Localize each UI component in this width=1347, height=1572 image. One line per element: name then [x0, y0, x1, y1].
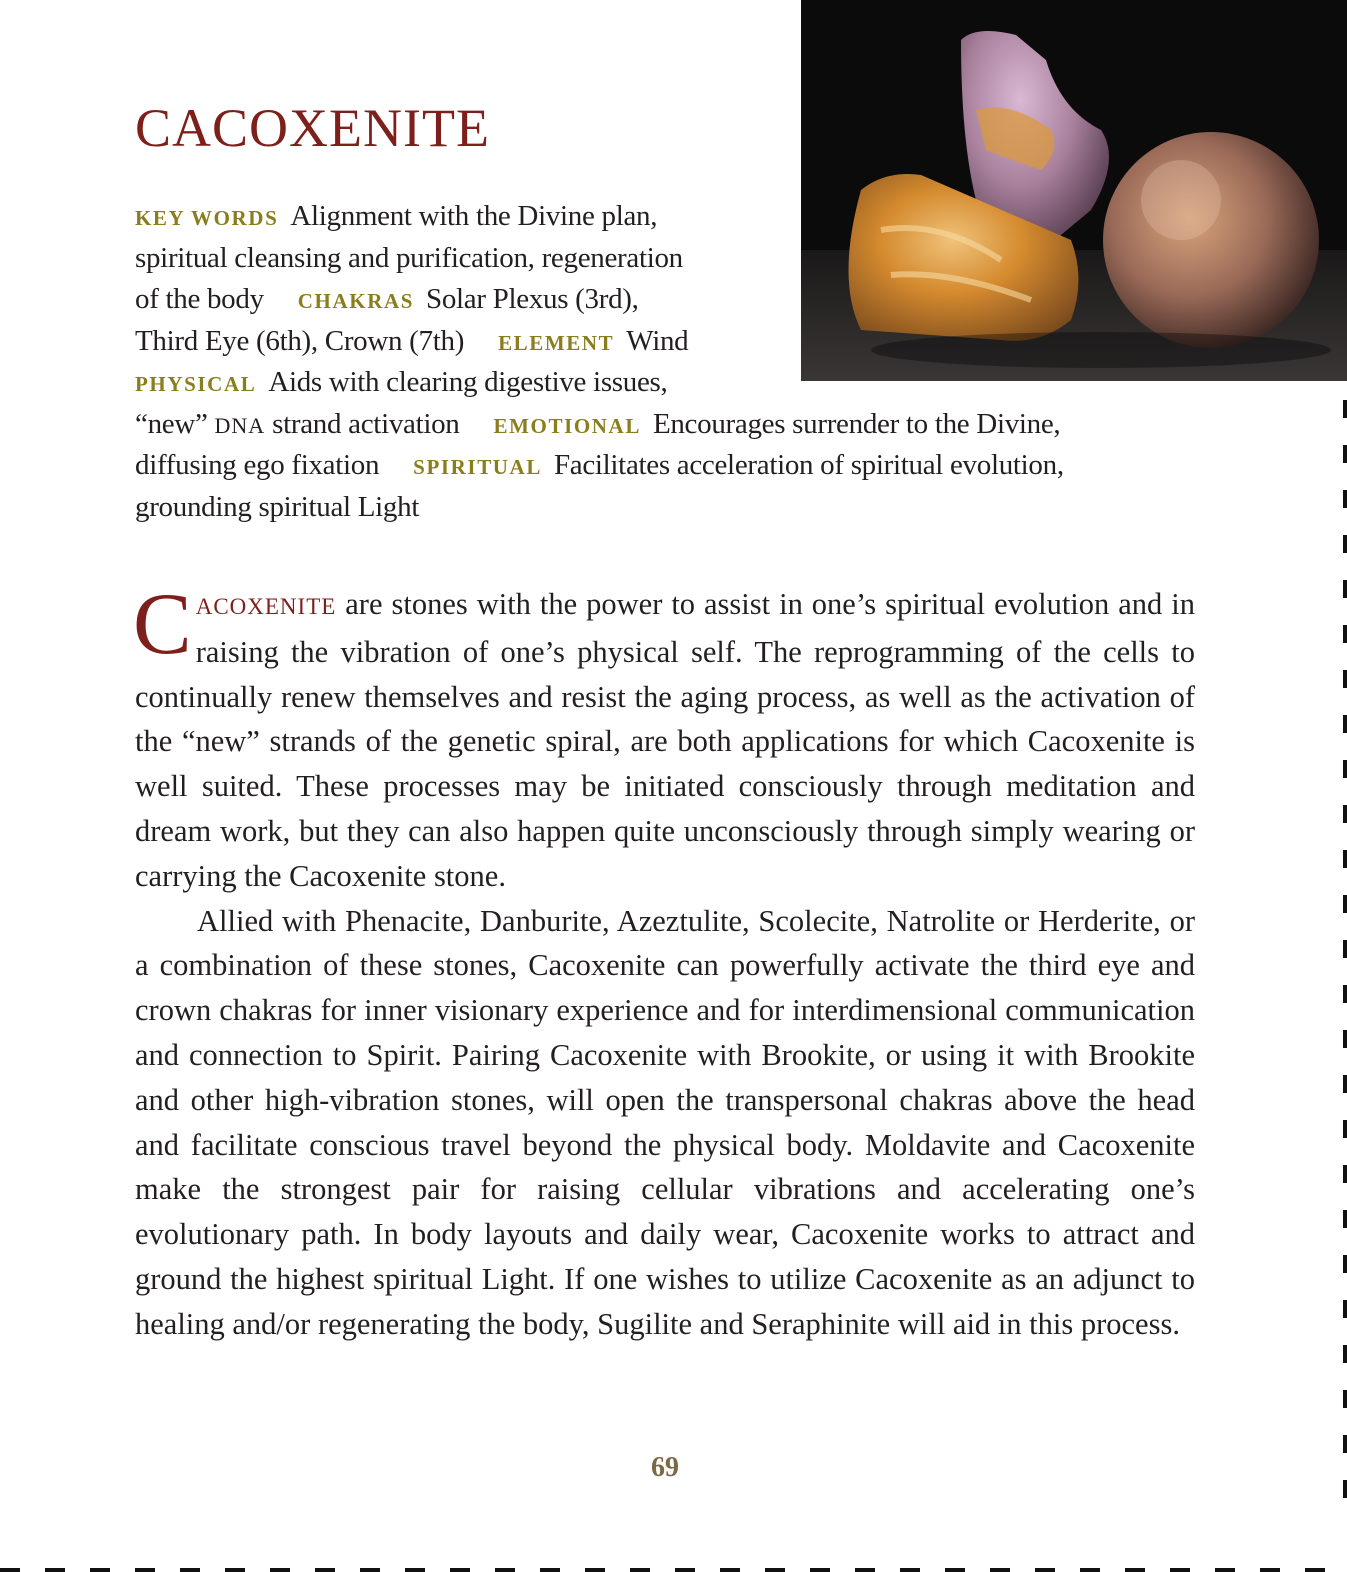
edge-tick — [990, 1568, 1010, 1572]
paragraph-1 — [133, 576, 1195, 899]
keywords-text-1: Alignment with the Divine plan, — [290, 200, 658, 232]
spiritual-text-1: Facilitates acceleration of spiritual evolution, — [553, 449, 1064, 481]
stone-attributes — [135, 196, 1235, 528]
edge-tick — [1215, 1568, 1235, 1572]
edge-tick — [1343, 1300, 1347, 1318]
edge-tick — [1343, 400, 1347, 418]
attr-line-4 — [135, 321, 1235, 363]
chakras-text-2: Third Eye (6th), Crown (7th) — [135, 324, 465, 357]
edge-tick — [810, 1568, 830, 1572]
physical-text-1: Aids with clearing digestive issues, — [268, 366, 668, 398]
chakras-label: CHAKRAS — [297, 289, 415, 313]
edge-tick — [1343, 1435, 1347, 1453]
drop-cap: C — [133, 576, 192, 673]
element-label: ELEMENT — [498, 330, 615, 355]
emotional-text-2: diffusing ego fixation — [135, 449, 380, 481]
element-value: Wind — [626, 324, 689, 357]
edge-tick — [1343, 850, 1347, 868]
edge-tick — [675, 1568, 695, 1572]
edge-tick — [1343, 1255, 1347, 1273]
attr-line-3 — [135, 279, 1235, 321]
edge-tick — [315, 1568, 335, 1572]
attr-line-7 — [135, 445, 1235, 487]
physical-text-2a: “new” — [135, 407, 208, 440]
edge-tick — [135, 1568, 155, 1572]
attr-line-6 — [135, 404, 1235, 446]
edge-tick — [1343, 1120, 1347, 1138]
edge-tick — [1343, 670, 1347, 688]
edge-tick — [1343, 1210, 1347, 1228]
paragraph-1-text: are stones with the power to assist in one’s spiritual evolution and in raising the vibration of one’s physical self. The reprogramming of the cells to continually renew themselves and resist the aging process, as well as the activation of the “new” strands of the genetic spiral, are both applications for which Cacoxenite is well suited. These processes may be initiated consciously through meditation and dream work, but they can also happen quite unconsciously through simply wearing or carrying the Cacoxenite stone. — [135, 587, 1195, 893]
edge-tick — [180, 1568, 200, 1572]
attr-line-8 — [135, 487, 1235, 529]
edge-tick — [1343, 445, 1347, 463]
edge-tick — [270, 1568, 290, 1572]
edge-tick — [1343, 1075, 1347, 1093]
edge-tick — [1343, 1390, 1347, 1408]
physical-text-2c: strand activation — [272, 407, 460, 440]
edge-tick — [1343, 1480, 1347, 1498]
edge-tick — [540, 1568, 560, 1572]
page-edge-marks-bottom — [0, 1564, 1347, 1572]
keywords-text-3: of the body — [135, 283, 264, 315]
edge-tick — [720, 1568, 740, 1572]
edge-tick — [1343, 760, 1347, 778]
edge-tick — [1343, 625, 1347, 643]
edge-tick — [1343, 715, 1347, 733]
edge-tick — [855, 1568, 875, 1572]
edge-tick — [1343, 1345, 1347, 1363]
chakras-text-1: Solar Plexus (3rd), — [426, 283, 639, 315]
edge-tick — [405, 1568, 425, 1572]
page-number: 69 — [651, 1452, 679, 1483]
edge-tick — [1125, 1568, 1145, 1572]
attr-line-1 — [135, 196, 1235, 238]
edge-tick — [630, 1568, 650, 1572]
edge-tick — [1343, 1030, 1347, 1048]
edge-tick — [1343, 1165, 1347, 1183]
edge-tick — [90, 1568, 110, 1572]
emotional-label: EMOTIONAL — [493, 413, 641, 438]
edge-tick — [945, 1568, 965, 1572]
edge-tick — [1343, 895, 1347, 913]
edge-tick — [1080, 1568, 1100, 1572]
edge-tick — [1343, 490, 1347, 508]
edge-tick — [1343, 580, 1347, 598]
edge-tick — [0, 1568, 20, 1572]
edge-tick — [450, 1568, 470, 1572]
edge-tick — [765, 1568, 785, 1572]
physical-label: PHYSICAL — [135, 372, 257, 396]
edge-tick — [1035, 1568, 1055, 1572]
edge-tick — [1343, 805, 1347, 823]
edge-tick — [900, 1568, 920, 1572]
edge-tick — [1305, 1568, 1325, 1572]
lead-small-caps: ACOXENITE — [195, 594, 337, 619]
edge-tick — [1343, 535, 1347, 553]
emotional-text-1: Encourages surrender to the Divine, — [652, 407, 1061, 440]
spiritual-label: SPIRITUAL — [413, 455, 542, 479]
edge-tick — [225, 1568, 245, 1572]
page-edge-marks-right — [1341, 400, 1347, 1530]
keywords-text-2: spiritual cleansing and purification, regeneration — [135, 241, 683, 274]
keywords-label: KEY WORDS — [135, 206, 279, 230]
attr-line-2 — [135, 238, 1235, 280]
edge-tick — [1343, 985, 1347, 1003]
physical-text-2b: DNA — [214, 412, 266, 438]
edge-tick — [1260, 1568, 1280, 1572]
body-text — [133, 576, 1195, 1347]
spiritual-text-2: grounding spiritual Light — [135, 490, 420, 523]
edge-tick — [1170, 1568, 1190, 1572]
edge-tick — [360, 1568, 380, 1572]
edge-tick — [1343, 940, 1347, 958]
edge-tick — [495, 1568, 515, 1572]
attr-line-5 — [135, 362, 1235, 404]
paragraph-2: Allied with Phenacite, Danburite, Azeztulite, Scolecite, Natrolite or Herderite, or a combination of these stones, Cacoxenite can powerfully activate the third eye and crown chakras for inner visionary experience and for interdimensional communication and connection to Spirit. Pairing Cacoxenite with Brookite, or using it with Brookite and other high-vibration stones, will open the transpersonal chakras above the head and facilitate conscious travel beyond the physical body. Moldavite and Cacoxenite make the strongest pair for raising cellular vibrations and accelerating one’s evolutionary path. In body layouts and daily wear, Cacoxenite works to attract and ground the highest spiritual Light. If one wishes to utilize Cacoxenite as an adjunct to healing and/or regenerating the body, Sugilite and Seraphinite will aid in this process. — [135, 903, 1195, 1341]
edge-tick — [585, 1568, 605, 1572]
page-title: CACOXENITE — [135, 98, 490, 158]
edge-tick — [45, 1568, 65, 1572]
